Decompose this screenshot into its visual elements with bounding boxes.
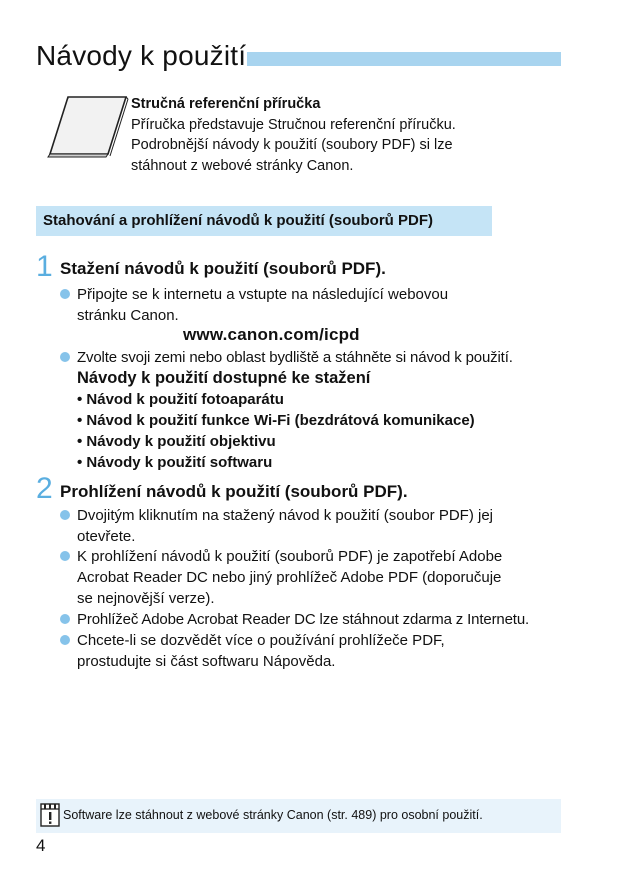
bullet-dot-icon — [60, 551, 70, 561]
step-1-title: Stažení návodů k použití (souborů PDF). — [60, 259, 386, 278]
step-2-number: 2 — [36, 472, 53, 505]
quick-reference-block — [131, 94, 531, 176]
step-1-number: 1 — [36, 250, 53, 283]
note-box — [36, 799, 561, 833]
bullet-dot-icon — [60, 635, 70, 645]
bullet-line: prostudujte si část softwaru Nápověda. — [77, 653, 336, 670]
quick-reference-line: stáhnout z webové stránky Canon. — [131, 157, 354, 174]
bullet-line: stránku Canon. — [77, 307, 179, 324]
bullet-line: Acrobat Reader DC nebo jiný prohlížeč Adobe PDF (doporučuje — [77, 569, 502, 586]
available-manuals-title: Návody k použití dostupné ke stažení — [77, 369, 371, 387]
step-2-bullet — [77, 630, 567, 672]
bullet-line: Připojte se k internetu a vstupte na následující webovou — [77, 286, 449, 303]
bullet-line: Zvolte svoji zemi nebo oblast bydliště a stáhněte si návod k použití. — [77, 349, 513, 366]
bullet-dot-icon — [60, 614, 70, 624]
quick-reference-line: Příručka představuje Stručnou referenční příručku. — [131, 116, 456, 133]
bullet-line: otevřete. — [77, 528, 136, 545]
quick-reference-line: Podrobnější návody k použití (soubory PDF) si lze — [131, 137, 453, 153]
bullet-line: Chcete-li se dozvědět více o používání prohlížeče PDF, — [77, 632, 445, 649]
note-memo-icon — [40, 803, 60, 827]
page-title: Návody k použití — [36, 40, 247, 71]
manual-list-item: • Návod k použití funkce Wi-Fi (bezdrátová komunikace) — [77, 412, 475, 429]
title-accent-bar — [247, 52, 561, 66]
bullet-line: K prohlížení návodů k použití (souborů PDF) je zapotřebí Adobe — [77, 548, 503, 565]
note-text: Software lze stáhnout z webové stránky Canon (str. 489) pro osobní použití. — [63, 808, 483, 822]
section-header: Stahování a prohlížení návodů k použití (souborů PDF) — [36, 206, 492, 236]
booklet-icon — [44, 94, 130, 158]
bullet-dot-icon — [60, 510, 70, 520]
step-2-bullet — [77, 505, 567, 547]
step-2-bullet — [77, 546, 567, 609]
page-number: 4 — [36, 836, 46, 855]
step-1-bullet — [77, 347, 577, 368]
quick-reference-heading: Stručná referenční příručka — [131, 96, 321, 112]
step-1-bullet — [77, 284, 567, 326]
canon-url-link[interactable]: www.canon.com/icpd — [183, 325, 360, 344]
bullet-line: Prohlížeč Adobe Acrobat Reader DC lze stáhnout zdarma z Internetu. — [77, 611, 530, 628]
bullet-dot-icon — [60, 289, 70, 299]
manual-list-item: • Návody k použití softwaru — [77, 454, 273, 471]
bullet-dot-icon — [60, 352, 70, 362]
step-2-title: Prohlížení návodů k použití (souborů PDF). — [60, 482, 408, 501]
bullet-line: se nejnovější verze). — [77, 590, 215, 607]
manual-list-item: • Návody k použití objektivu — [77, 433, 276, 450]
bullet-line: Dvojitým kliknutím na stažený návod k použití (soubor PDF) jej — [77, 507, 493, 524]
manual-list-item: • Návod k použití fotoaparátu — [77, 391, 284, 408]
step-2-bullet — [77, 609, 577, 630]
